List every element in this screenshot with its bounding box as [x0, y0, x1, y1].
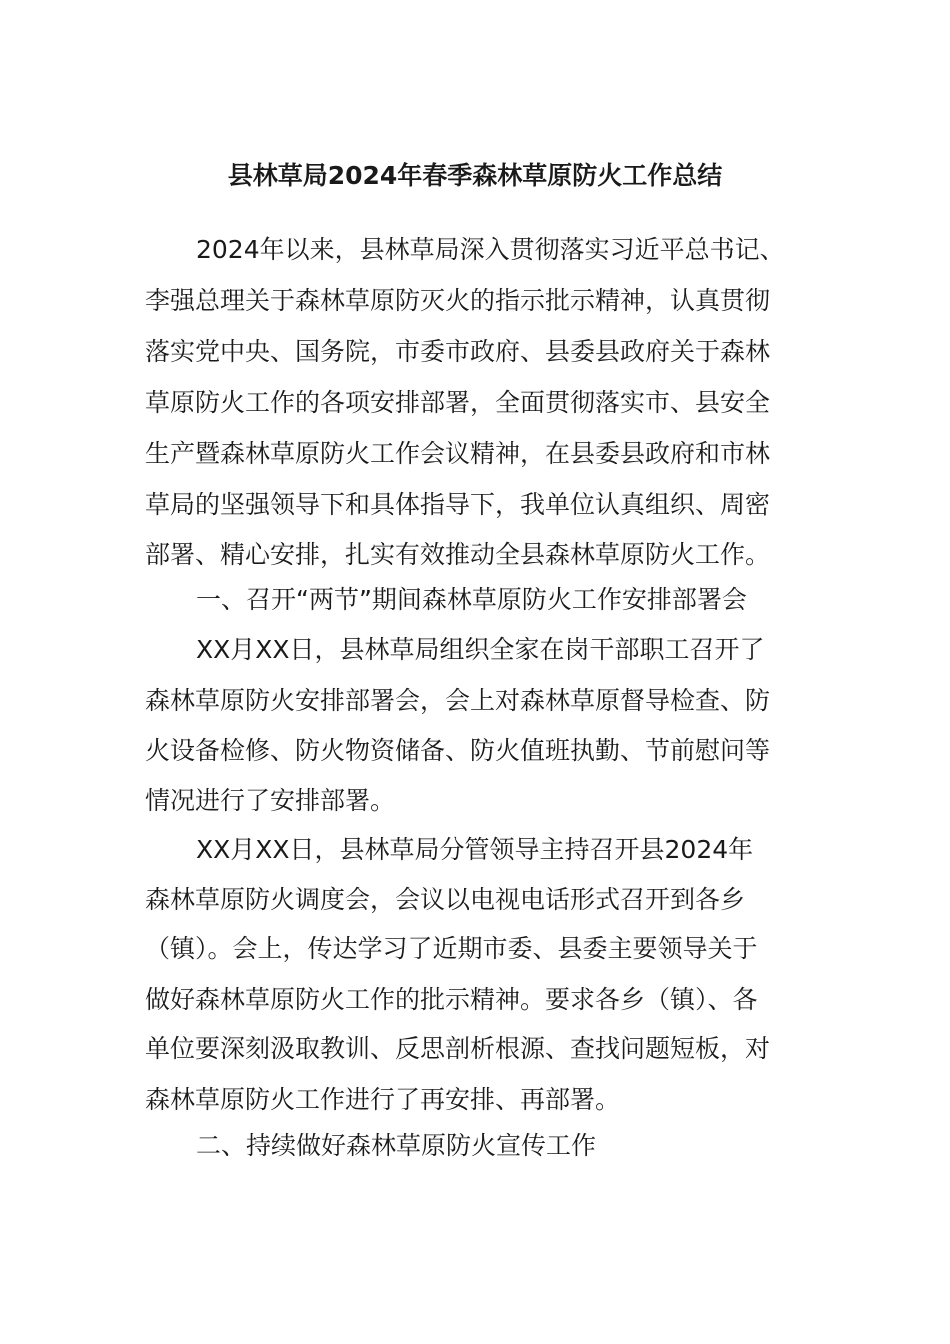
paragraph-line: 情况进行了安排部署。 — [145, 786, 396, 815]
paragraph-line: 部署、精心安排，扎实有效推动全县森林草原防火工作。 — [145, 540, 771, 569]
paragraph-line: XX月XX日，县林草局组织全家在岗干部职工召开了 — [196, 635, 765, 664]
paragraph-line: 落实党中央、国务院，市委市政府、县委县政府关于森林 — [145, 337, 771, 366]
paragraph-line: 生产暨森林草原防火工作会议精神，在县委县政府和市林 — [145, 439, 771, 468]
paragraph-line: 2024年以来，县林草局深入贯彻落实习近平总书记、 — [196, 235, 785, 264]
paragraph-line: XX月XX日，县林草局分管领导主持召开县2024年 — [196, 835, 754, 864]
paragraph-line: 草原防火工作的各项安排部署，全面贯彻落实市、县安全 — [145, 388, 771, 417]
paragraph-line: 火设备检修、防火物资储备、防火值班执勤、节前慰问等 — [145, 736, 771, 765]
paragraph-line: 森林草原防火安排部署会，会上对森林草原督导检查、防 — [145, 686, 771, 715]
paragraph-line: 森林草原防火调度会，会议以电视电话形式召开到各乡 — [145, 885, 746, 914]
paragraph-line: 草局的坚强领导下和具体指导下，我单位认真组织、周密 — [145, 490, 771, 519]
paragraph-line: 李强总理关于森林草原防灭火的指示批示精神，认真贯彻 — [145, 286, 771, 315]
paragraph-line: 做好森林草原防火工作的批示精神。要求各乡（镇）、各 — [145, 985, 758, 1014]
paragraph-line: 森林草原防火工作进行了再安排、再部署。 — [145, 1085, 621, 1114]
document-title: 县林草局2024年春季森林草原防火工作总结 — [227, 161, 723, 190]
paragraph-line: （镇）。会上，传达学习了近期市委、县委主要领导关于 — [145, 934, 758, 963]
paragraph-line: 单位要深刻汲取教训、反思剖析根源、查找问题短板，对 — [145, 1034, 771, 1063]
section-heading: 二、持续做好森林草原防火宣传工作 — [196, 1131, 597, 1160]
section-heading: 一、召开“两节”期间森林草原防火工作安排部署会 — [196, 585, 747, 614]
